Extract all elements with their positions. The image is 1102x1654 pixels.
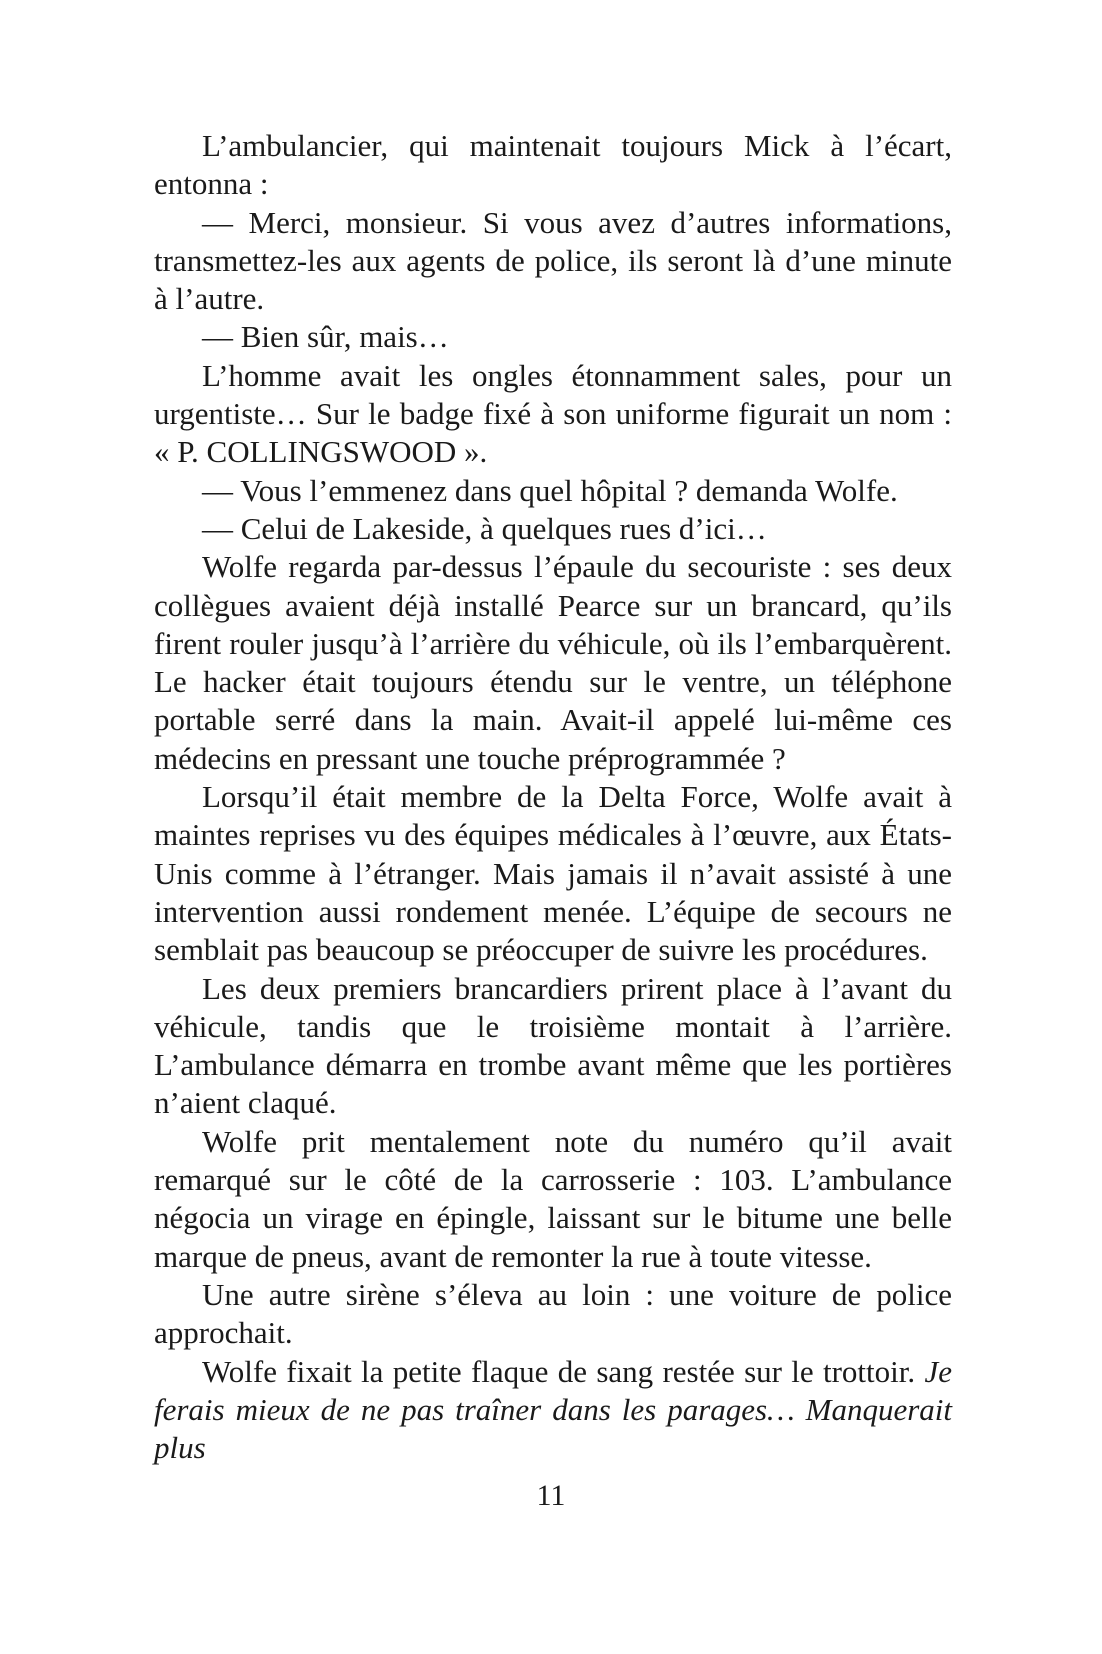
last-paragraph-italic: Je ferais mieux de ne pas traîner dans les parages… Manquerait plus	[154, 1353, 952, 1466]
paragraph: Les deux premiers brancardiers prirent place à l’avant du véhicule, tandis que le troisième montait à l’arrière. L’ambulance démarra en trombe avant même que les portières n’aient claqué.	[154, 970, 952, 1121]
paragraph: L’homme avait les ongles étonnamment sales, pour un urgentiste… Sur le badge fixé à son uniforme figurait un nom : « P. COLLINGSWOOD ».	[154, 357, 952, 470]
paragraph: Wolfe regarda par-dessus l’épaule du secouriste : ses deux collègues avaient déjà installé Pearce sur un brancard, qu’ils firent rouler jusqu’à l’arrière du véhicule, où ils l’embarquèrent. Le hacker était toujours étendu sur le ventre, un téléphone portable serré dans la main. Avait-il appelé lui-même ces médecins en pressant une touche préprogrammée ?	[154, 549, 952, 776]
last-paragraph	[154, 1353, 952, 1468]
page-number: 11	[536, 1479, 566, 1512]
paragraph: — Celui de Lakeside, à quelques rues d’ici…	[202, 510, 767, 546]
paragraph: L’ambulancier, qui maintenait toujours Mick à l’écart, entonna :	[154, 128, 952, 202]
body-text	[154, 127, 952, 1467]
paragraph: — Vous l’emmenez dans quel hôpital ? demanda Wolfe.	[202, 472, 898, 508]
paragraph: — Bien sûr, mais…	[202, 319, 449, 355]
paragraph: Une autre sirène s’éleva au loin : une voiture de police approchait.	[154, 1276, 952, 1351]
paragraph: Lorsqu’il était membre de la Delta Force, Wolfe avait à maintes reprises vu des équipes médicales à l’œuvre, aux États-Unis comme à l’étranger. Mais jamais il n’avait assisté à une intervention aussi rondement menée. L’équipe de secours ne semblait pas beaucoup se préoccuper de suivre les procédures.	[154, 779, 952, 968]
paragraph: — Merci, monsieur. Si vous avez d’autres informations, transmettez-les aux agents de police, ils seront là d’une minute à l’autre.	[154, 204, 952, 317]
last-paragraph-text: Wolfe fixait la petite flaque de sang restée sur le trottoir.	[202, 1353, 925, 1389]
paragraph: Wolfe prit mentalement note du numéro qu’il avait remarqué sur le côté de la carrosserie : 103. L’ambulance négocia un virage en épingle, laissant sur le bitume une belle marque de pneus, avant de remonter la rue à toute vitesse.	[154, 1123, 952, 1274]
